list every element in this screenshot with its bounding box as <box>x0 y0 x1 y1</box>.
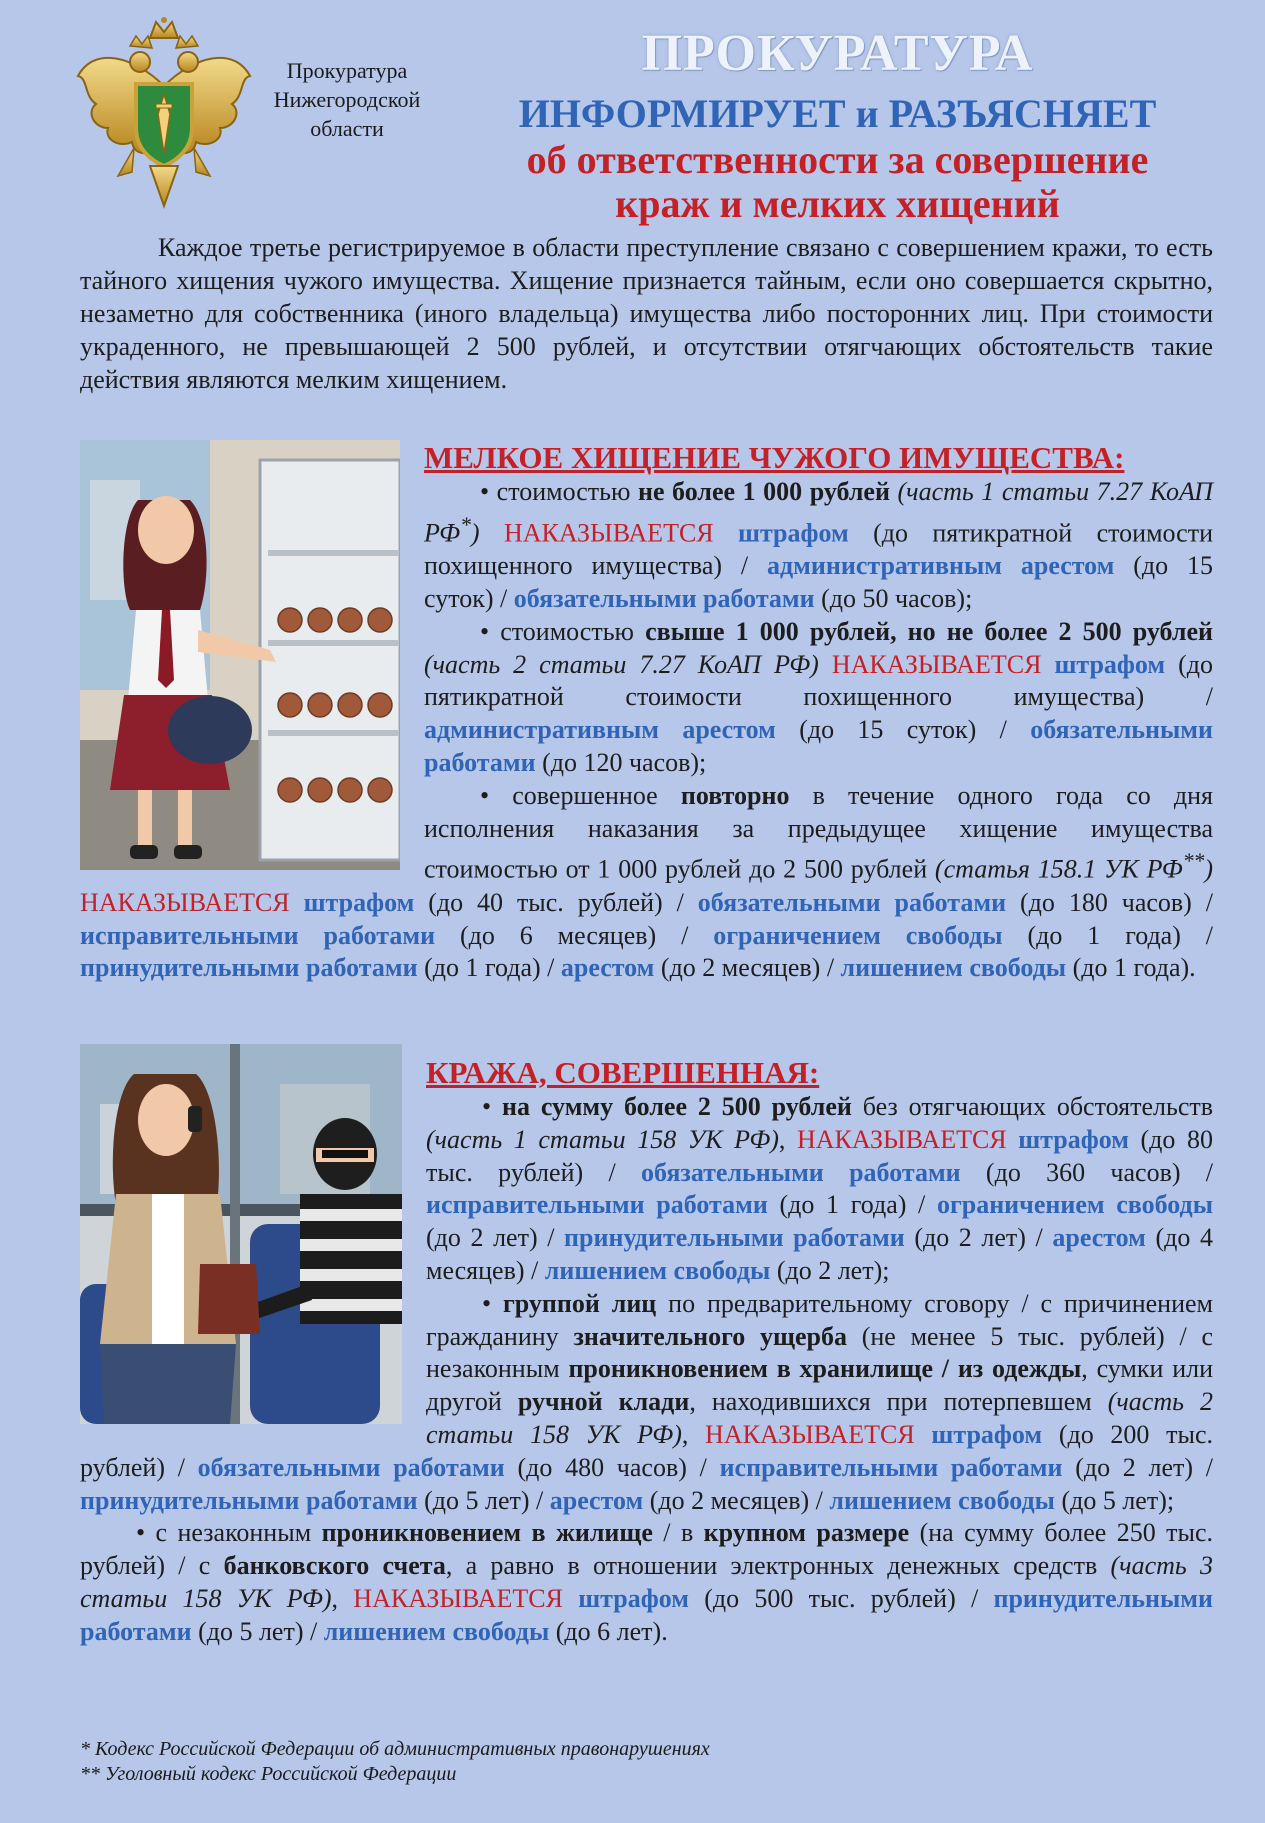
org-line-2: Нижегородской <box>273 87 421 112</box>
section-petty-theft-title: МЕЛКОЕ ХИЩЕНИЕ ЧУЖОГО ИМУЩЕСТВА: <box>424 440 1125 475</box>
theft-item-2: • группой лиц по предварительному сговору / с причинением гражданину значительного ущерба (не менее 5 тыс. рублей) / с незаконным проникновением в хранилище / из одежды, сумки или другой ручной клади, находившихся при потерпевшем (часть 2 статьи 158 УК РФ), НАКАЗЫВАЕТСЯ штрафом (до 200 тыс. рублей) / обязательными работами (до 480 часов) / исправительными работами (до 2 лет) / принудительными работами (до 5 лет) / арестом (до 2 месяцев) / лишением свободы (до 5 лет); <box>80 1288 1214 1515</box>
section-petty-theft <box>80 440 1213 985</box>
petty-theft-item-3: • совершенное повторно в течение одного года со дня исполнения наказания за предыдущее хищение имущества стоимостью от 1 000 рублей до 2 500 рублей (статья 158.1 УК РФ**) НАКАЗЫВАЕТСЯ штрафом (до 40 тыс. рублей) / обязательными работами (до 180 часов) / исправительными работами (до 6 месяцев) / ограничением свободы (до 1 года) / принудительными работами (до 1 года) / арестом (до 2 месяцев) / лишением свободы (до 1 года). <box>80 780 1214 983</box>
theft-item-1: • на сумму более 2 500 рублей без отягчающих обстоятельств (часть 1 статьи 158 УК РФ), НАКАЗЫВАЕТСЯ штрафом (до 80 тыс. рублей) / обязательными работами (до 360 часов) / исправительными работами (до 1 года) / ограничением свободы (до 2 лет) / принудительными работами (до 2 лет) / арестом (до 4 месяцев) / лишением свободы (до 2 лет); <box>426 1092 1214 1285</box>
petty-theft-item-2: • стоимостью свыше 1 000 рублей, но не более 2 500 рублей (часть 2 статьи 7.27 КоАП РФ) НАКАЗЫВАЕТСЯ штрафом (до пятикратной стоимости похищенного имущества) / административным арестом (до 15 суток) / обязательными работами (до 120 часов); <box>424 616 1213 778</box>
org-line-1: Прокуратура <box>286 58 408 83</box>
topic-heading <box>440 138 1235 226</box>
organization-name <box>258 56 436 143</box>
intro-paragraph: Каждое третье регистрируемое в области преступление связано с совершением кражи, то есть тайного хищения чужого имущества. Хищение признается тайным, если оно совершается скрытно, незаметно для собственника (иного владельца) имущества либо посторонних лиц. При стоимости украденного, не превышающей 2 500 рублей, и отсутствии отягчающих обстоятельств такие действия являются мелким хищением. <box>80 233 1213 394</box>
topic-line-2: краж и мелких хищений <box>615 181 1060 226</box>
page-subtitle: ИНФОРМИРУЕТ и РАЗЪЯСНЯЕТ <box>518 91 1157 136</box>
section-theft-title: КРАЖА, СОВЕРШЕННАЯ: <box>426 1055 820 1090</box>
section-theft <box>80 1055 1213 1649</box>
topic-line-1: об ответственности за совершение <box>526 137 1149 182</box>
org-line-3: области <box>310 116 384 141</box>
page-title: ПРОКУРАТУРА <box>641 25 1034 82</box>
footnote-1: * Кодекс Российской Федерации об административных правонарушениях <box>80 1738 710 1760</box>
image-spacer <box>80 1055 402 1427</box>
prosecutor-emblem-icon <box>74 16 254 212</box>
footnote-2: ** Уголовный кодекс Российской Федерации <box>80 1763 457 1785</box>
theft-item-3: • с незаконным проникновением в жилище / в крупном размере (на сумму более 250 тыс. рублей) / с банковского счета, а равно в отношении электронных денежных средств (часть 3 статьи 158 УК РФ), НАКАЗЫВАЕТСЯ штрафом (до 500 тыс. рублей) / принудительными работами (до 5 лет) / лишением свободы (до 6 лет). <box>80 1518 1214 1646</box>
footnotes <box>80 1737 1213 1787</box>
petty-theft-item-1: • стоимостью не более 1 000 рублей (часть 1 статьи 7.27 КоАП РФ*) НАКАЗЫВАЕТСЯ штрафом (до пятикратной стоимости похищенного имущества) / административным арестом (до 15 суток) / обязательными работами (до 50 часов); <box>424 477 1214 614</box>
image-spacer <box>80 440 400 870</box>
